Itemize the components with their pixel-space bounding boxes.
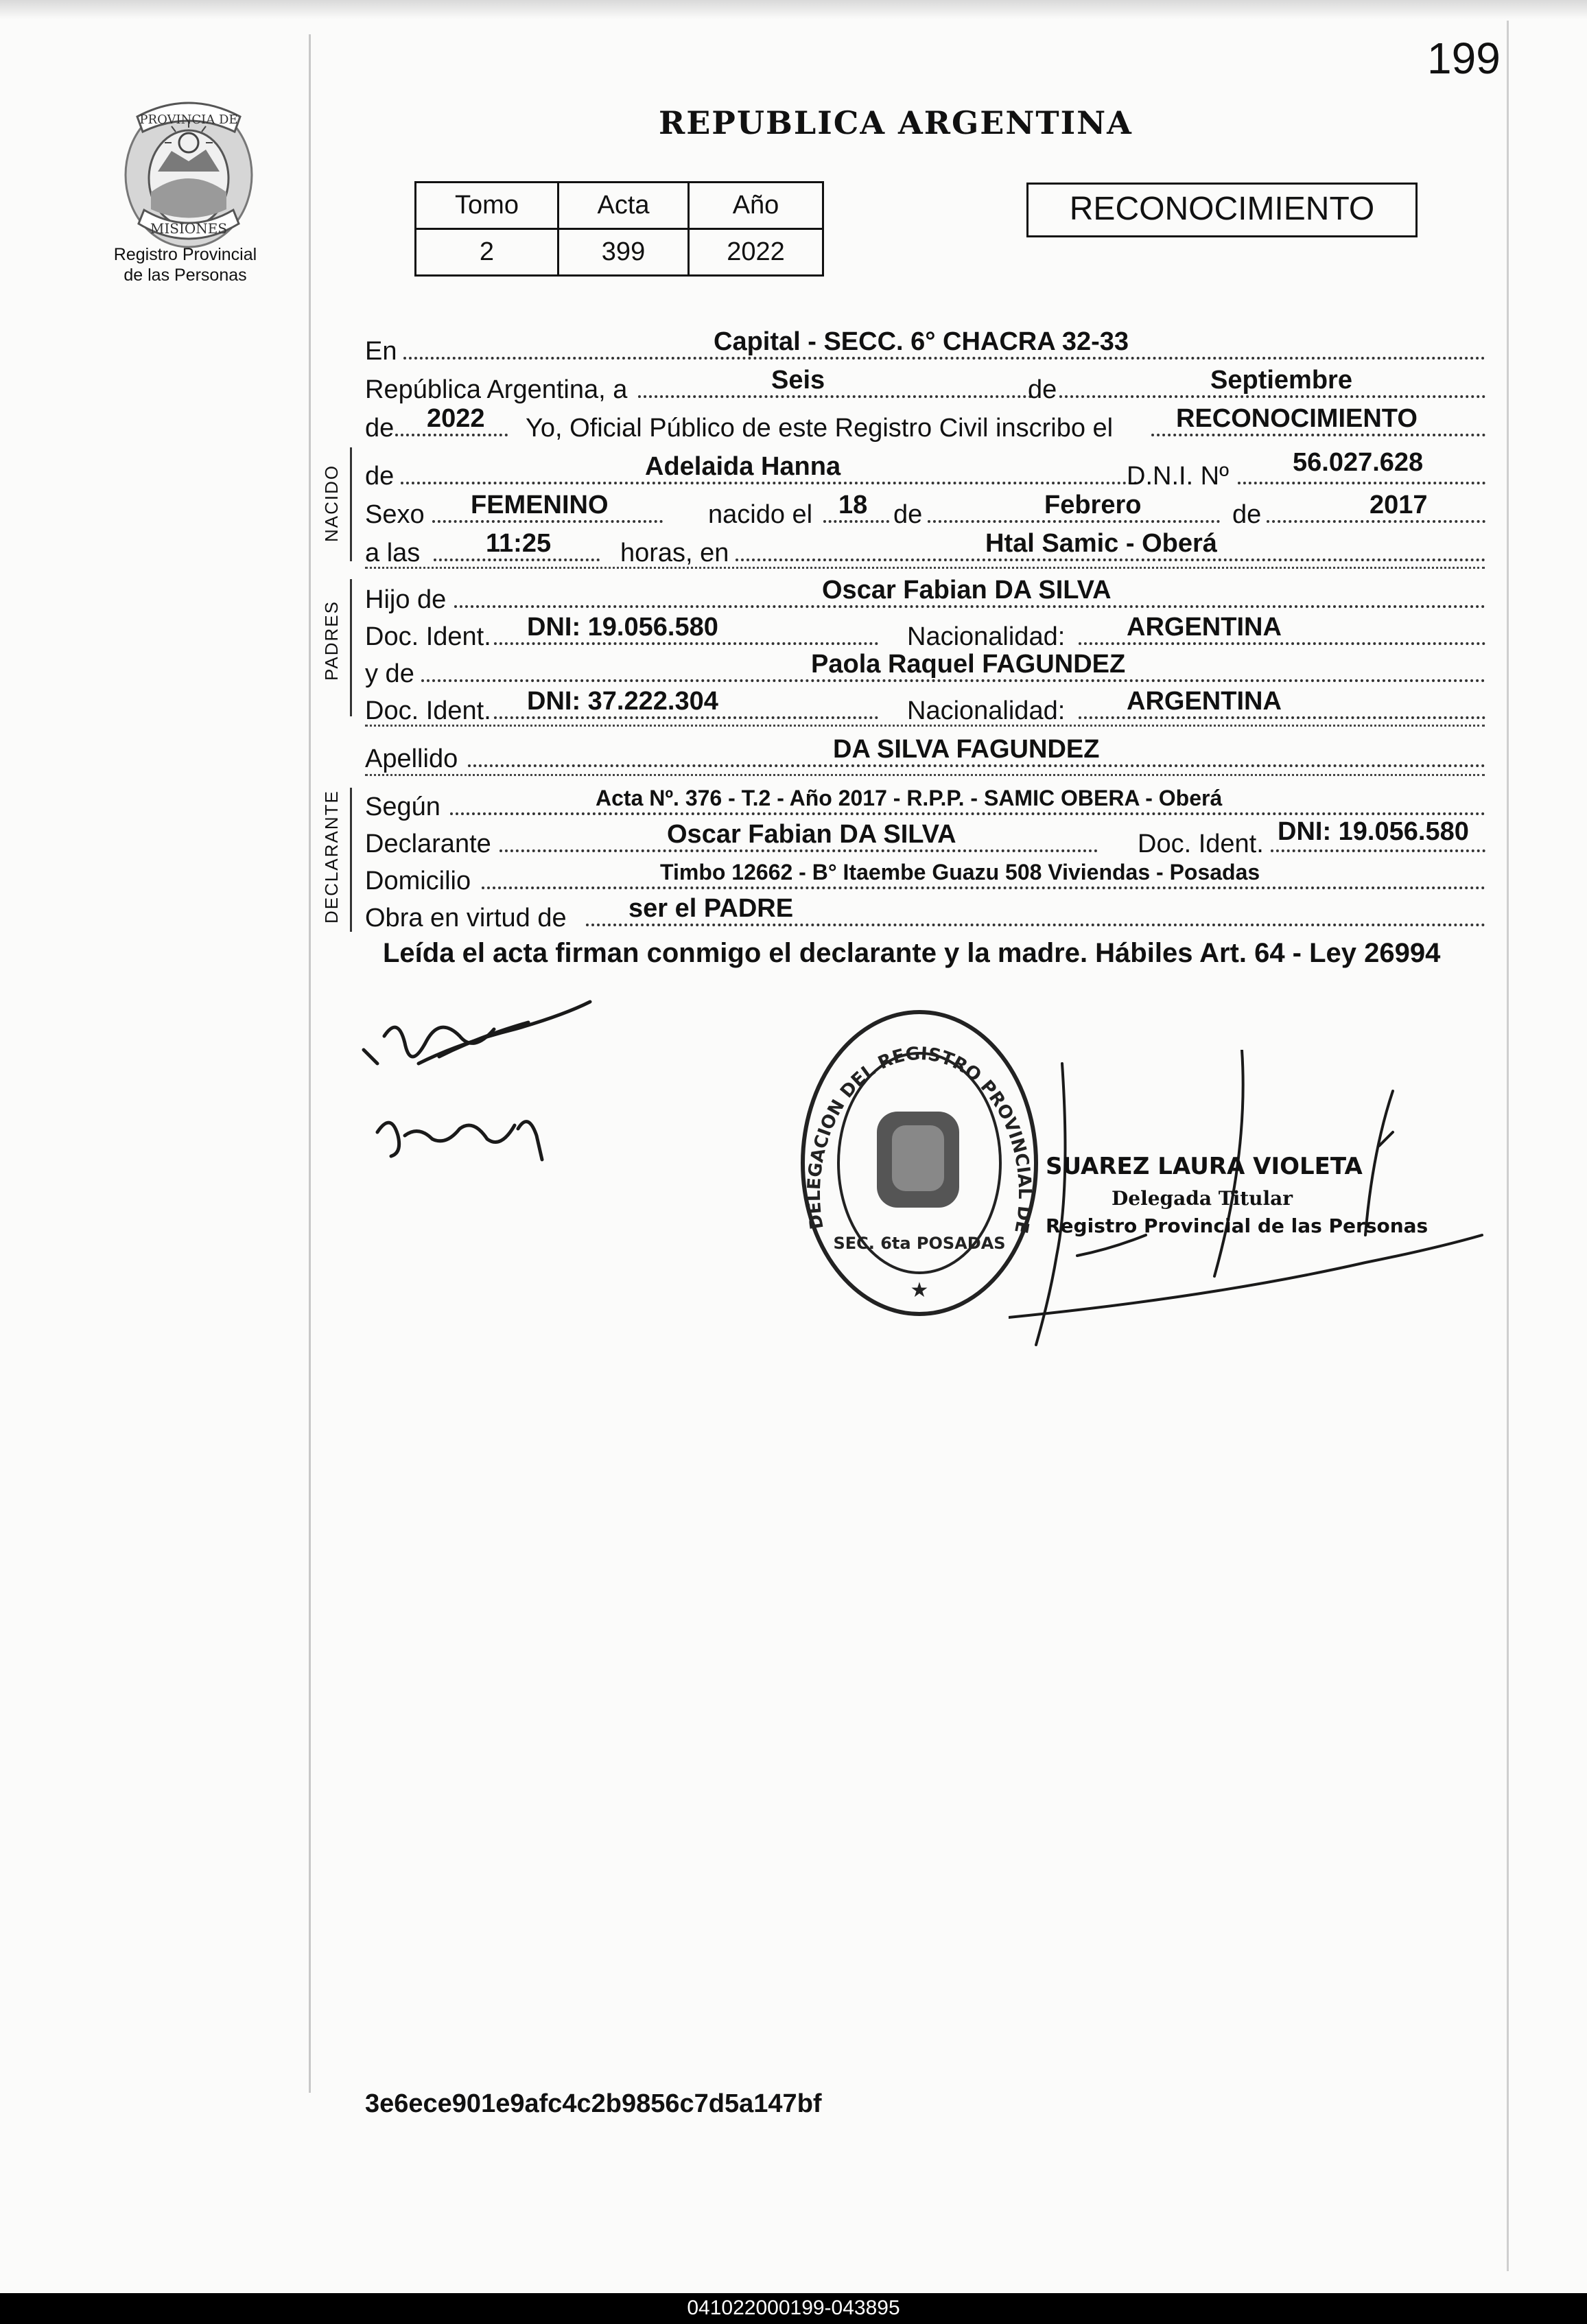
dotted-line (1238, 482, 1485, 484)
record-table-cell: 2022 (689, 229, 823, 276)
section-bracket (350, 447, 352, 561)
field-label: Doc. Ident. (365, 622, 491, 651)
field-value-virtue: ser el PADRE (628, 894, 794, 923)
field-label: de (1232, 500, 1262, 529)
field-label: Yo, Oficial Público de este Registro Civil inscribo el (526, 414, 1114, 443)
field-value-birth-year: 2017 (1369, 491, 1428, 519)
field-value-mother: Paola Raquel FAGUNDEZ (811, 650, 1126, 679)
field-label: de (365, 414, 395, 443)
dotted-line (494, 716, 878, 719)
dotted-line (638, 395, 1032, 398)
field-value-birth-month: Febrero (1044, 491, 1142, 519)
field-row-date (365, 366, 1485, 405)
field-value-day: Seis (771, 366, 825, 395)
field-label: a las (365, 539, 421, 567)
field-label: Doc. Ident. (365, 696, 491, 725)
dotted-line (1267, 520, 1485, 523)
handwritten-signatures (357, 988, 604, 1180)
record-table-cell: 399 (559, 229, 689, 276)
field-label: horas, en (620, 539, 729, 567)
field-row-mother (365, 650, 1485, 689)
dotted-line (454, 605, 1485, 608)
field-value-act-type: RECONOCIMIENTO (1176, 404, 1418, 433)
field-label: Hijo de (365, 585, 447, 614)
field-row-segun (365, 784, 1485, 822)
field-value-mother-nationality: ARGENTINA (1127, 687, 1282, 716)
dotted-line (1079, 716, 1485, 719)
field-value-place: Capital - SECC. 6° CHACRA 32-33 (714, 327, 1129, 356)
field-value-sex: FEMENINO (471, 491, 609, 519)
seal-star-icon: ★ (910, 1279, 929, 1302)
dotted-line (482, 887, 1485, 889)
record-table-header: Año (689, 183, 823, 229)
dotted-line (395, 434, 508, 436)
dotted-line (1079, 642, 1485, 645)
logo-caption (82, 244, 288, 285)
dotted-line (1271, 849, 1485, 852)
field-label: Según (365, 793, 440, 821)
field-value-address: Timbo 12662 - B° Itaembe Guazu 508 Viviendas - Posadas (660, 860, 1260, 884)
field-value-surname: DA SILVA FAGUNDEZ (833, 735, 1100, 764)
logo-seal-bottom-text: MISIONES (150, 220, 228, 237)
field-value-dni: 56.027.628 (1293, 448, 1424, 477)
field-value-name: Adelaida Hanna (645, 452, 841, 481)
official-name: SUAREZ LAURA VIOLETA (1046, 1153, 1363, 1180)
record-table-value-row (416, 229, 823, 276)
section-bracket (350, 579, 352, 716)
field-row-mother-doc (365, 688, 1485, 726)
page-title: REPUBLICA ARGENTINA (659, 104, 1133, 141)
closing-statement: Leída el acta firman conmigo el declarante y la madre. Hábiles Art. 64 - Ley 26994 (383, 938, 1441, 968)
dotted-line (434, 559, 600, 561)
field-value-declarant: Oscar Fabian DA SILVA (667, 820, 956, 849)
field-row-en (365, 328, 1485, 366)
section-label-declarante: DECLARANTE (321, 790, 342, 924)
page-number: 199 (1427, 34, 1501, 83)
field-row-father (365, 576, 1485, 615)
dotted-line (401, 482, 1138, 484)
field-label: de (365, 462, 395, 491)
dotted-line (421, 679, 1485, 682)
field-row-declarant (365, 817, 1485, 859)
field-label: de (1028, 375, 1057, 404)
footer-code: 041022000199-043895 (687, 2297, 900, 2319)
record-type-box: RECONOCIMIENTO (1026, 183, 1418, 237)
field-label: Obra en virtud de (365, 904, 567, 932)
section-label-padres: PADRES (321, 600, 342, 681)
field-label: D.N.I. Nº (1127, 462, 1229, 491)
right-margin-rule (1507, 21, 1509, 2271)
field-row-sex (365, 491, 1485, 530)
field-label: Domicilio (365, 867, 471, 895)
field-label: de (893, 500, 923, 529)
field-value-reference: Acta Nº. 376 - T.2 - Año 2017 - R.P.P. - SAMIC OBERA - Oberá (596, 786, 1223, 810)
dotted-line (586, 924, 1485, 926)
field-label: Nacionalidad: (907, 622, 1066, 651)
official-office: Registro Provincial de las Personas (1046, 1214, 1429, 1237)
dotted-line (1151, 434, 1485, 436)
scan-shadow (0, 0, 1587, 19)
logo-caption-line1: Registro Provincial (113, 245, 257, 264)
official-role: Delegada Titular (1112, 1187, 1293, 1210)
dotted-line (499, 849, 1098, 852)
record-table-header: Tomo (416, 183, 559, 229)
official-seal (796, 1002, 1043, 1324)
field-value-declarant-dni: DNI: 19.056.580 (1278, 817, 1469, 846)
dotted-line (432, 520, 663, 523)
field-value-time: 11:25 (486, 529, 552, 558)
field-row-father-doc (365, 613, 1485, 652)
dotted-line (403, 357, 1485, 360)
field-label: Apellido (365, 744, 458, 773)
field-label: Declarante (365, 830, 491, 858)
section-divider (365, 725, 1485, 727)
field-value-birth-day: 18 (838, 491, 868, 519)
field-row-surname (365, 736, 1485, 774)
dotted-line (928, 520, 1220, 523)
section-divider (365, 774, 1485, 776)
dotted-line (736, 559, 1485, 561)
left-margin-rule (309, 34, 311, 2093)
coat-of-arms-logo (117, 89, 261, 254)
field-label: Nacionalidad: (907, 696, 1066, 725)
field-label: Doc. Ident. (1138, 830, 1264, 858)
field-label: nacido el (708, 500, 813, 529)
dotted-line (1059, 395, 1485, 398)
section-divider (365, 567, 1485, 569)
section-bracket (350, 788, 352, 932)
record-table-header: Acta (559, 183, 689, 229)
field-label: República Argentina, a (365, 375, 628, 404)
seal-ring-text: DELEGACION DEL REGISTRO PROVINCIAL DE (803, 1043, 1035, 1235)
dotted-line (823, 520, 889, 523)
field-value-father-nationality: ARGENTINA (1127, 613, 1282, 642)
dotted-line (494, 642, 878, 645)
field-row-year (365, 405, 1485, 443)
field-value-father: Oscar Fabian DA SILVA (822, 576, 1112, 605)
seal-inner-text: SEC. 6ta POSADAS (833, 1234, 1006, 1253)
field-value-year: 2022 (427, 404, 485, 433)
logo-seal-top-text: PROVINCIA DE (139, 113, 238, 127)
field-row-address (365, 858, 1485, 896)
field-value-birth-place: Htal Samic - Oberá (985, 529, 1217, 558)
field-value-mother-dni: DNI: 37.222.304 (527, 687, 718, 716)
field-value-father-dni: DNI: 19.056.580 (527, 613, 718, 642)
dotted-line (450, 812, 1485, 815)
record-table (414, 181, 824, 277)
logo-caption-line2: de las Personas (124, 266, 247, 285)
record-table-cell: 2 (416, 229, 559, 276)
record-table-header-row (416, 183, 823, 229)
dotted-line (468, 764, 1485, 767)
field-row-time (365, 530, 1485, 568)
document-hash: 3e6ece901e9afc4c2b9856c7d5a147bf (365, 2089, 822, 2118)
field-label: y de (365, 659, 414, 688)
section-label-nacido: NACIDO (321, 464, 342, 542)
field-value-month: Septiembre (1210, 366, 1352, 395)
field-label: Sexo (365, 500, 425, 529)
field-label: En (365, 337, 397, 366)
field-row-virtue (365, 895, 1485, 933)
field-row-name (365, 448, 1485, 491)
